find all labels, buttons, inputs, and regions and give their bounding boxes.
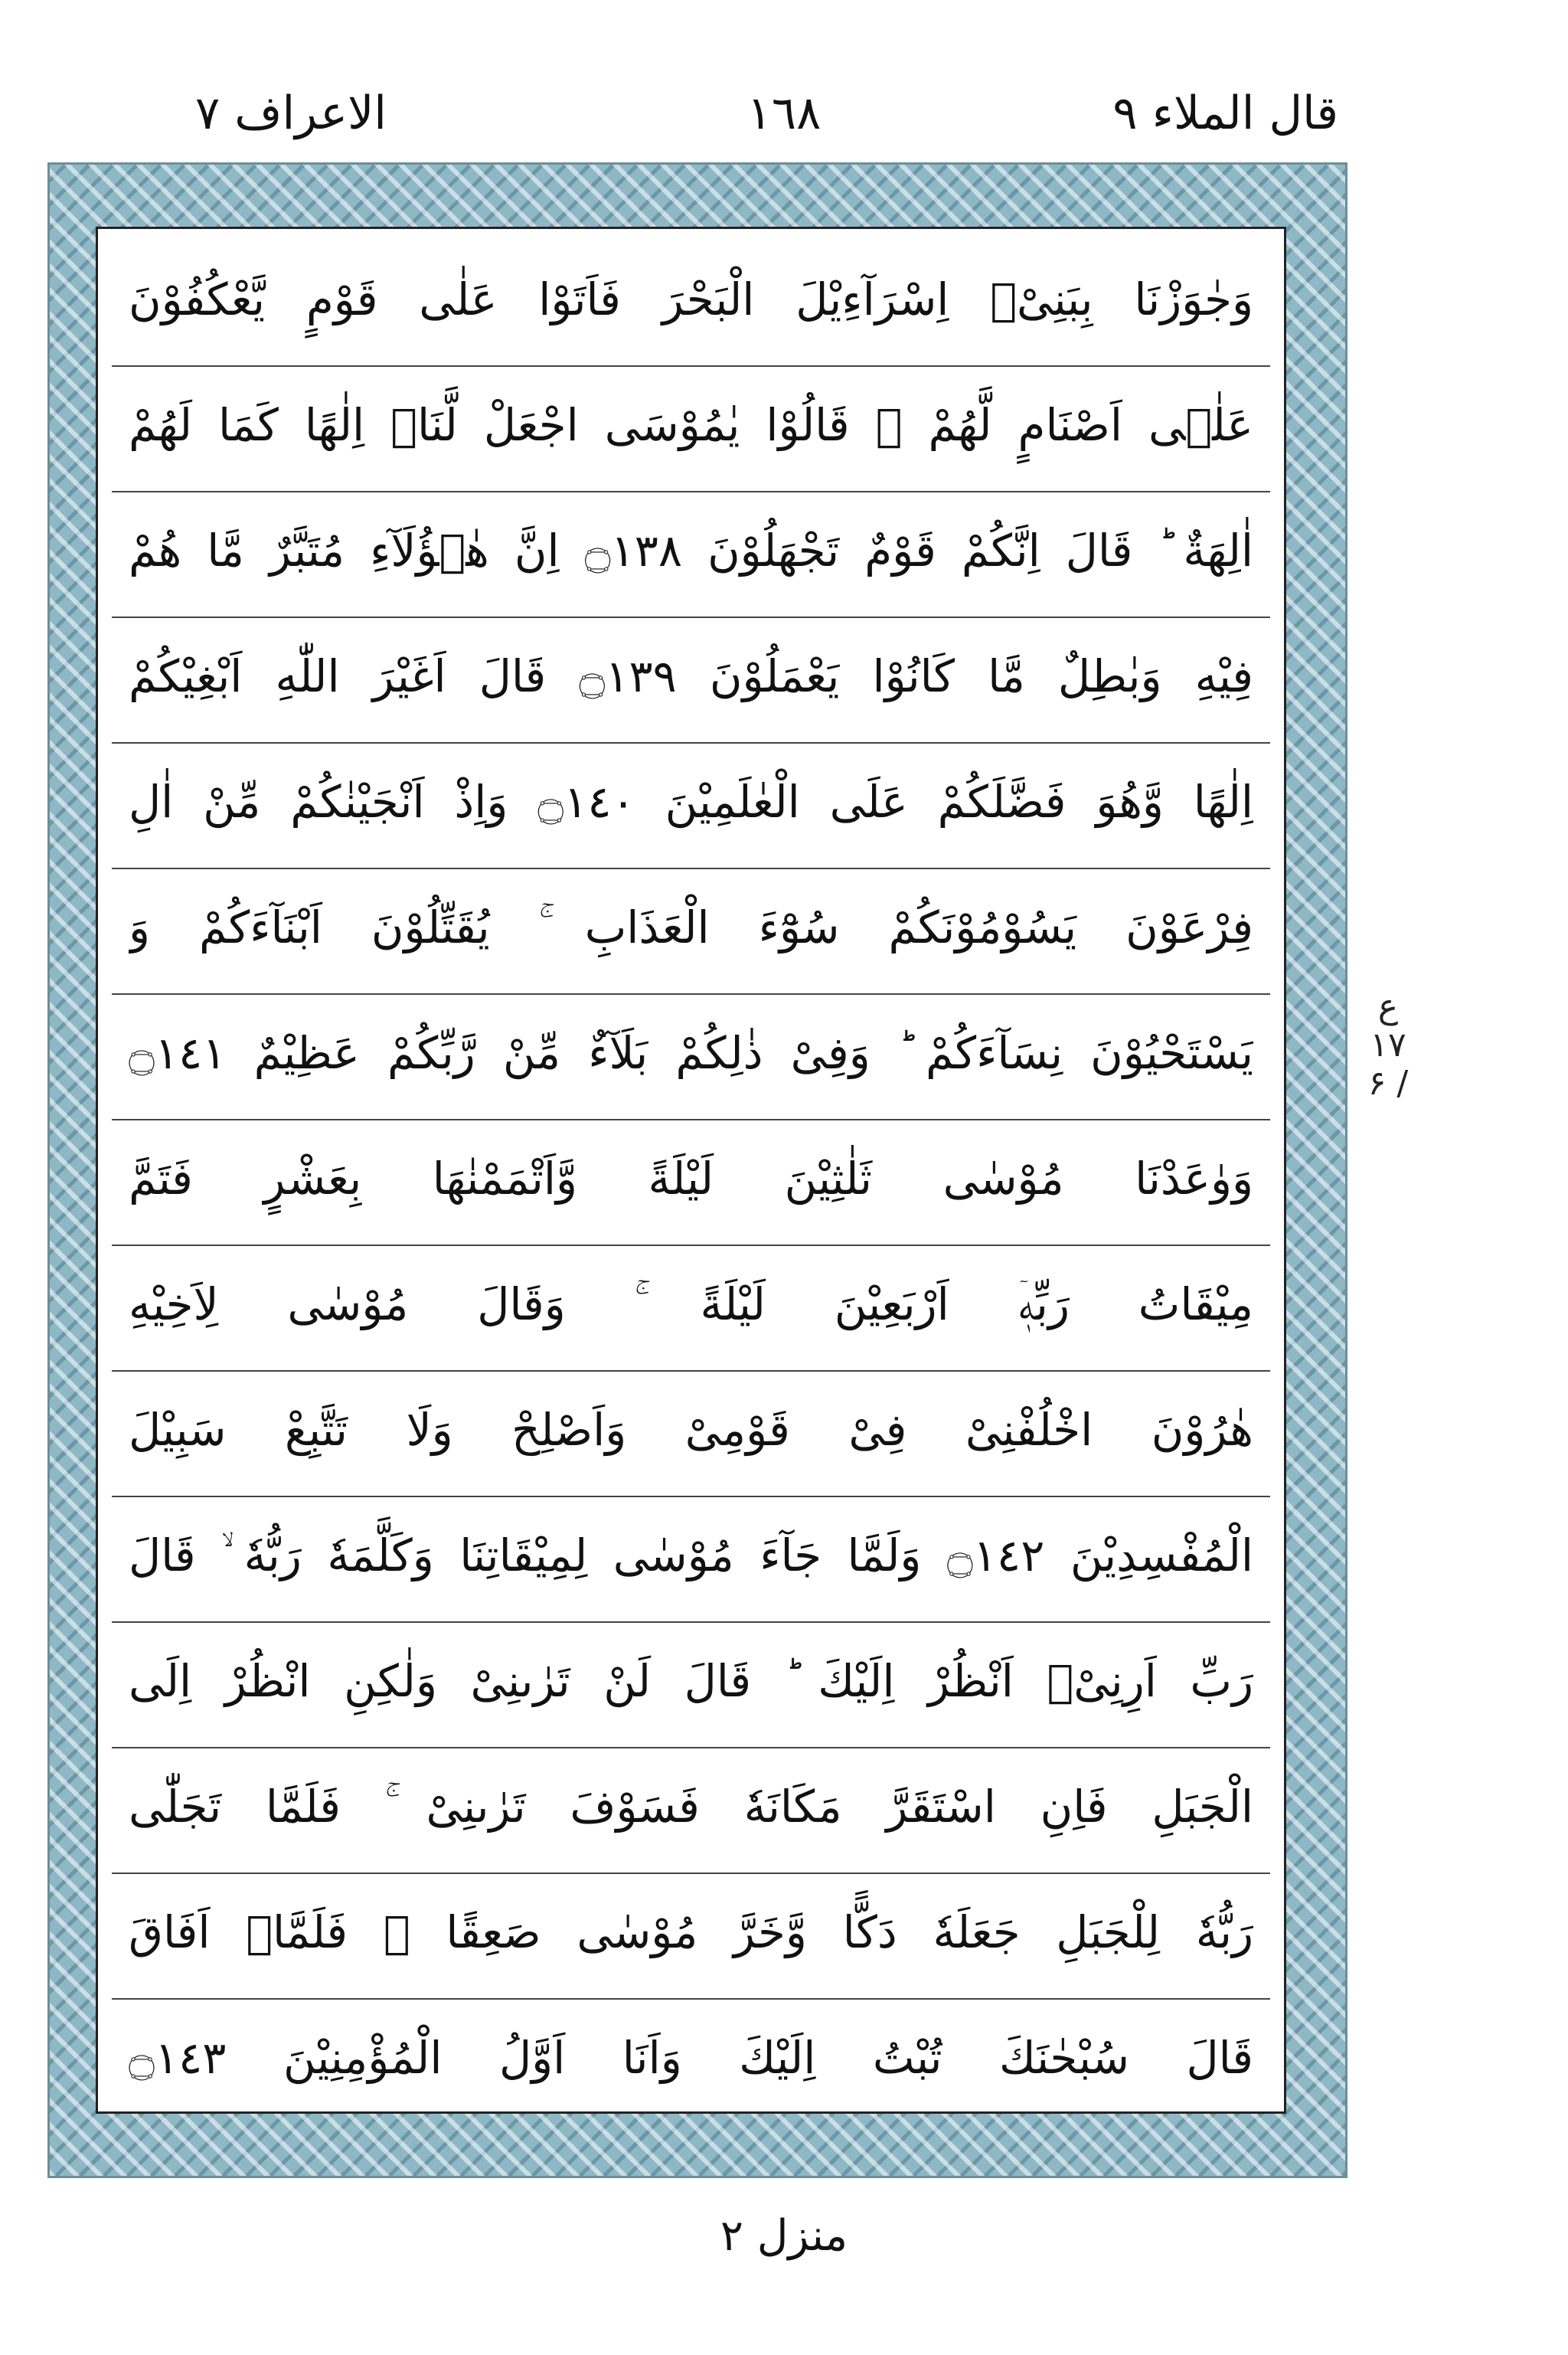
surah-name: الاعراف ٧ bbox=[195, 87, 387, 140]
juz-name: قال الملاء ٩ bbox=[1112, 87, 1338, 140]
text-panel bbox=[96, 227, 1286, 2114]
quran-line: اِلٰهًا وَّهُوَ فَضَّلَكُمْ عَلَی الْعٰلَمِیْنَ ۝١٤٠ وَاِذْ اَنْجَیْنٰكُمْ مِّنْ اٰلِ bbox=[129, 776, 1253, 828]
quran-line: یَسْتَحْیُوْنَ نِسَآءَكُمْ ؕ وَفِیْ ذٰلِكُمْ بَلَآءٌ مِّنْ رَّبِّكُمْ عَظِیْمٌ ۝١٤١ bbox=[129, 1027, 1253, 1079]
quran-line: اٰلِهَةٌ ؕ قَالَ اِنَّكُمْ قَوْمٌ تَجْهَلُوْنَ ۝١٣٨ اِنَّ هٰۤؤُلَآءِ مُتَبَّرٌ مَّا هُمْ bbox=[129, 525, 1253, 577]
line-divider bbox=[112, 868, 1270, 869]
line-divider bbox=[112, 1873, 1270, 1874]
line-divider bbox=[112, 1621, 1270, 1623]
quran-line: عَلٰۤی اَصْنَامٍ لَّهُمْ ۚ قَالُوْا یٰمُوْسَی اجْعَلْ لَّنَاۤ اِلٰهًا كَمَا لَهُمْ bbox=[129, 399, 1253, 451]
line-divider bbox=[112, 1747, 1270, 1748]
line-divider bbox=[112, 1998, 1270, 2000]
line-divider bbox=[112, 1496, 1270, 1497]
line-divider bbox=[112, 1245, 1270, 1246]
quran-line: قَالَ سُبْحٰنَكَ تُبْتُ اِلَیْكَ وَاَنَا اَوَّلُ الْمُؤْمِنِیْنَ ۝١٤٣ bbox=[129, 2032, 1253, 2084]
quran-line: مِیْقَاتُ رَبِّهٖۤ اَرْبَعِیْنَ لَیْلَةً ۚ وَقَالَ مُوْسٰی لِاَخِیْهِ bbox=[129, 1278, 1253, 1330]
page-number: ١٦٨ bbox=[746, 87, 822, 140]
line-divider bbox=[112, 993, 1270, 995]
line-divider bbox=[112, 617, 1270, 618]
line-divider bbox=[112, 1119, 1270, 1120]
quran-line: الْمُفْسِدِیْنَ ۝١٤٢ وَلَمَّا جَآءَ مُوْسٰی لِمِیْقَاتِنَا وَكَلَّمَهٗ رَبُّهٗ ۙ قَالَ bbox=[129, 1529, 1253, 1581]
quran-line: وَجٰوَزْنَا بِبَنِیْۤ اِسْرَآءِیْلَ الْبَحْرَ فَاَتَوْا عَلٰی قَوْمٍ یَّعْكُفُوْنَ bbox=[129, 273, 1253, 325]
line-divider bbox=[112, 1370, 1270, 1372]
quran-line: الْجَبَلِ فَاِنِ اسْتَقَرَّ مَكَانَهٗ فَسَوْفَ تَرٰىنِیْ ۚ فَلَمَّا تَجَلّٰی bbox=[129, 1781, 1253, 1833]
line-divider bbox=[112, 491, 1270, 492]
quran-line: رَبِّ اَرِنِیْۤ اَنْظُرْ اِلَیْكَ ؕ قَالَ لَنْ تَرٰىنِیْ وَلٰكِنِ انْظُرْ اِلَی bbox=[129, 1655, 1253, 1707]
line-divider bbox=[112, 365, 1270, 367]
manzil-footer: منزل ٢ bbox=[720, 2211, 848, 2261]
quran-lines bbox=[98, 229, 1284, 2111]
quran-line: هٰرُوْنَ اخْلُفْنِیْ فِیْ قَوْمِیْ وَاَصْلِحْ وَلَا تَتَّبِعْ سَبِیْلَ bbox=[129, 1404, 1253, 1456]
ruku-marker: ع ۱۷ / ۶ bbox=[1367, 987, 1409, 1103]
line-divider bbox=[112, 742, 1270, 744]
quran-line: وَوٰعَدْنَا مُوْسٰی ثَلٰثِیْنَ لَیْلَةً وَّاَتْمَمْنٰهَا بِعَشْرٍ فَتَمَّ bbox=[129, 1153, 1253, 1205]
quran-line: فِرْعَوْنَ یَسُوْمُوْنَكُمْ سُوْٓءَ الْعَذَابِ ۚ یُقَتِّلُوْنَ اَبْنَآءَكُمْ وَ bbox=[129, 901, 1253, 953]
quran-line: رَبُّهٗ لِلْجَبَلِ جَعَلَهٗ دَكًّا وَّخَرَّ مُوْسٰی صَعِقًا ۚ فَلَمَّاۤ اَفَاقَ bbox=[129, 1906, 1253, 1958]
quran-line: فِیْهِ وَبٰطِلٌ مَّا كَانُوْا یَعْمَلُوْنَ ۝١٣٩ قَالَ اَغَیْرَ اللّٰهِ اَبْغِیْكُمْ bbox=[129, 650, 1253, 702]
